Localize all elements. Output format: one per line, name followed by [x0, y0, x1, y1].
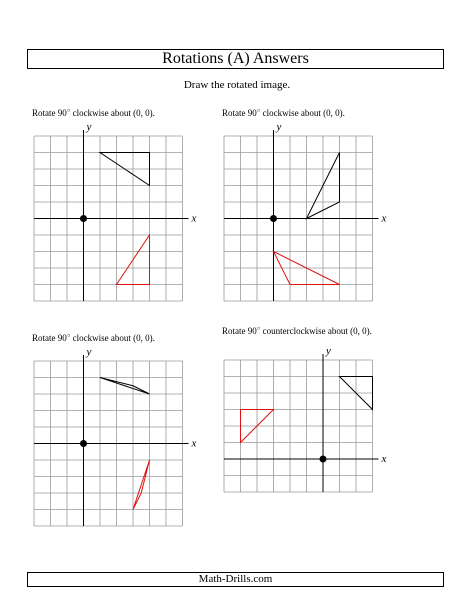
- problem-4-degrees: 90: [247, 326, 257, 336]
- problem-1-prompt: Rotate 90○ clockwise about (0, 0).: [32, 108, 155, 118]
- x-axis-label: x: [191, 437, 197, 450]
- instruction-text: Draw the rotated image.: [183, 79, 291, 91]
- problem-2-prompt: Rotate 90○ clockwise about (0, 0).: [222, 108, 345, 118]
- y-axis-label: y: [86, 121, 92, 133]
- x-axis-label: x: [191, 212, 197, 225]
- x-axis-label: x: [381, 453, 387, 465]
- origin-point: [320, 456, 327, 463]
- y-axis-label: y: [276, 121, 282, 133]
- problem-3-prompt: Rotate 90○ clockwise about (0, 0).: [32, 333, 155, 343]
- origin-point: [270, 215, 277, 222]
- footer-site-name: Math-Drills.com: [27, 572, 444, 587]
- origin-point: [80, 215, 87, 222]
- problem-1-degrees: 90: [57, 108, 67, 118]
- problem-1-direction: clockwise about (0, 0).: [72, 108, 155, 118]
- problem-2-degrees: 90: [247, 108, 257, 118]
- problem-3-graph: [34, 346, 203, 530]
- problem-4-graph: [224, 345, 393, 496]
- y-axis-label: y: [86, 346, 92, 358]
- worksheet-title: Rotations (A) Answers: [27, 49, 444, 69]
- problem-2-direction: clockwise about (0, 0).: [262, 108, 345, 118]
- origin-point: [80, 440, 87, 447]
- rotated-triangle: [133, 460, 150, 510]
- problem-3-direction: clockwise about (0, 0).: [72, 333, 155, 343]
- problem-4-prompt: Rotate 90○ counterclockwise about (0, 0).: [222, 326, 372, 336]
- problem-1-graph: [34, 121, 203, 305]
- original-triangle: [100, 378, 150, 395]
- x-axis-label: x: [381, 212, 387, 225]
- y-axis-label: y: [326, 345, 331, 357]
- problem-3-degrees: 90: [57, 333, 67, 343]
- problem-4-direction: counterclockwise about (0, 0).: [262, 326, 372, 336]
- problem-2-graph: [224, 121, 393, 305]
